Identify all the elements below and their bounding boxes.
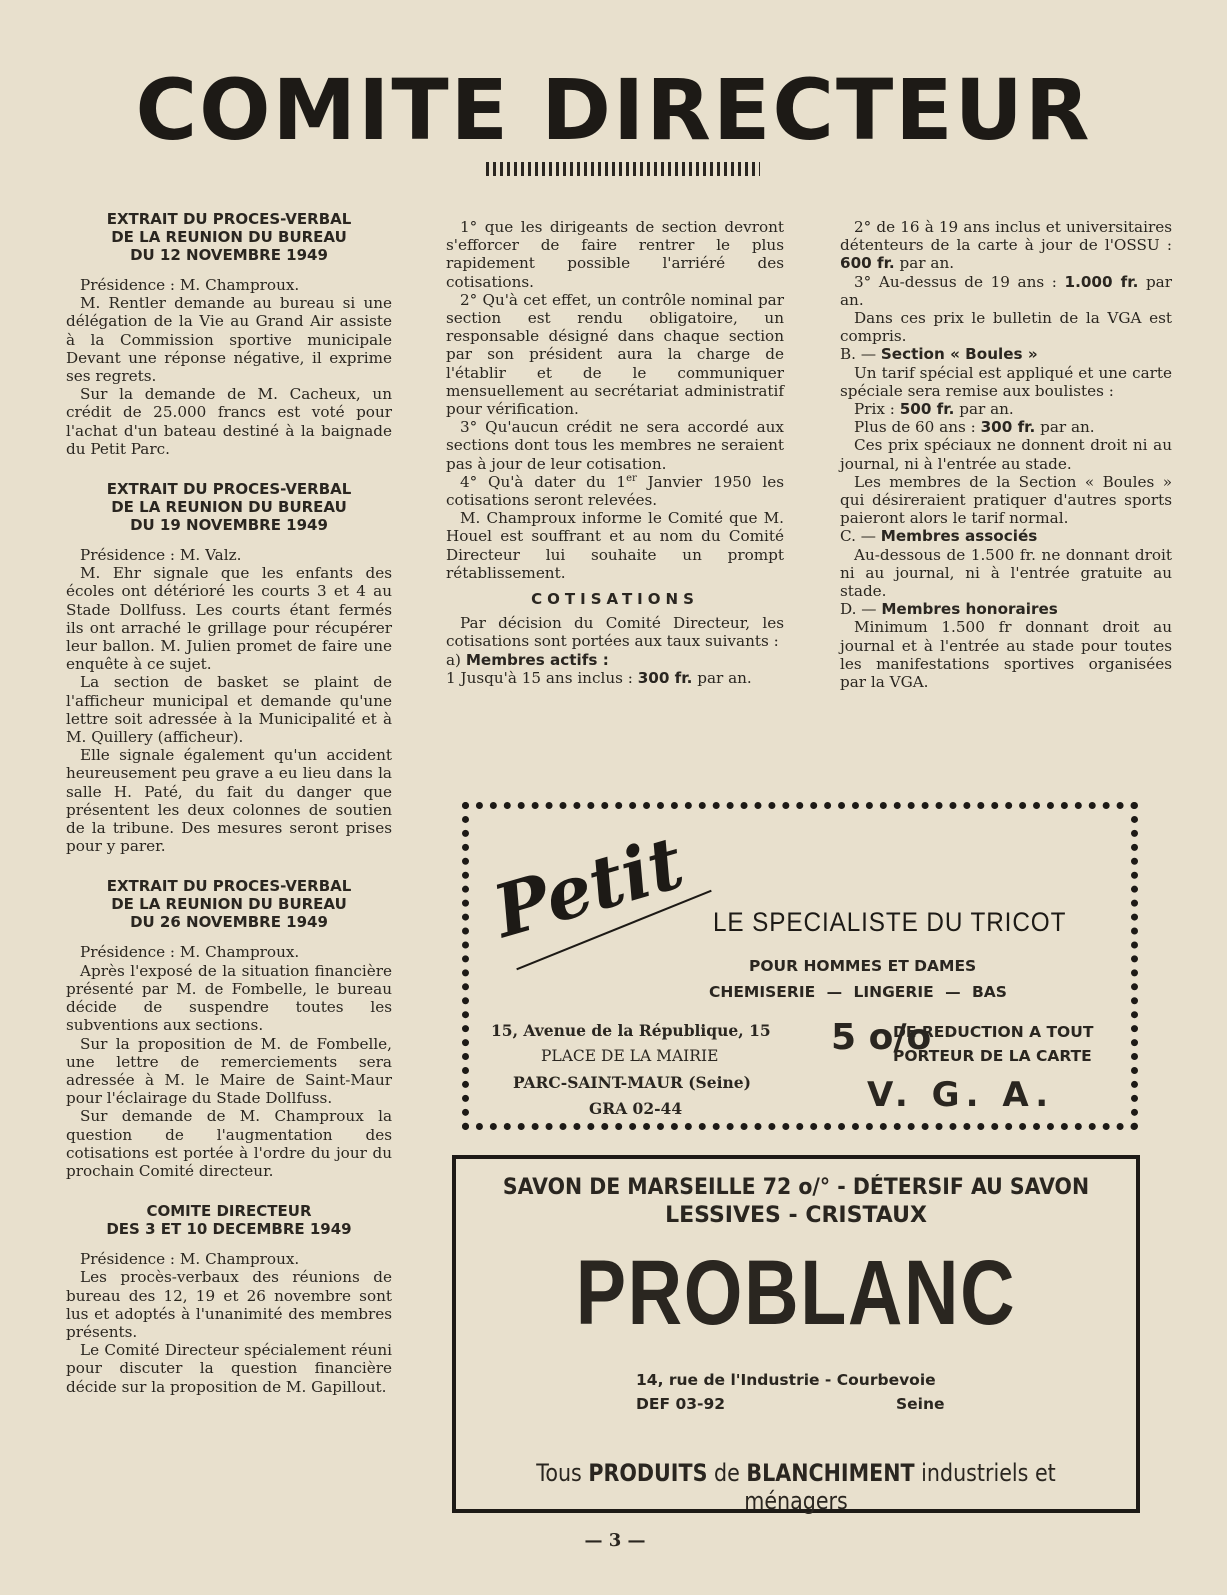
paragraph: Sur demande de M. Champroux la question de l'augmentation des cotisations est portée à l'ordre du jour du prochain Comité directeur. xyxy=(66,1107,392,1180)
paragraph: Elle signale également qu'un accident heureusement peu grave a eu lieu dans la salle H. Paté, du fait du danger que présentent les deux colonnes de soutien de la tribune. Des mesures seront prises pour y parer. xyxy=(66,746,392,856)
membres-actifs-label: a) Membres actifs : xyxy=(446,650,609,669)
problanc-tagline: Tous PRODUITS de BLANCHIMENT industriels et ménagers xyxy=(536,1459,1056,1515)
section-boules-label: B. — Section « Boules » xyxy=(840,345,1038,364)
tarif-line: Plus de 60 ans : 300 fr. par an. xyxy=(854,418,1095,437)
petit-advertisement xyxy=(462,802,1138,1130)
problanc-brand: PROBLANC xyxy=(575,1242,1017,1344)
discount-percent: 5 o/o xyxy=(831,1017,932,1058)
paragraph: La section de basket se plaint de l'afficheur municipal et demande qu'une lettre soit adressée à la Municipalité et à M. Quillery (afficheur). xyxy=(66,673,392,747)
paragraph: Sur la proposition de M. de Fombelle, une lettre de remerciements sera adressée à M. le Maire de Saint-Maur pour l'éclairage du Stade Dollfuss. xyxy=(66,1034,392,1108)
paragraph: Après l'exposé de la situation financière présenté par M. de Fombelle, le bureau décide de suspendre toutes les subventions aux sections. xyxy=(66,961,392,1035)
column-3 xyxy=(840,218,1172,691)
tarif-line: Prix : 500 fr. par an. xyxy=(854,400,1014,419)
ad-address: 14, rue de l'Industrie - Courbevoie xyxy=(636,1371,936,1389)
column-1 xyxy=(66,210,392,1396)
ad-address: PLACE DE LA MAIRIE xyxy=(541,1047,719,1065)
paragraph: Dans ces prix le bulletin de la VGA est compris. xyxy=(840,309,1172,346)
specialist-tagline: LE SPECIALISTE DU TRICOT xyxy=(713,907,1067,937)
paragraph: 2° Qu'à cet effet, un contrôle nominal par section est rendu obligatoire, un responsable désigné dans chaque section par son président aura la charge de l'établir et de le communiquer mensuellement au secrétariat administratif pour vérification. xyxy=(446,290,784,419)
ad-phone: DEF 03-92 xyxy=(636,1395,726,1413)
paragraph: Ces prix spéciaux ne donnent droit ni au journal, ni à l'entrée au stade. xyxy=(840,436,1172,473)
paragraph: M. Rentler demande au bureau si une délégation de la Vie au Grand Air assiste à la Commission sportive municipale Devant une réponse négative, il exprime ses regrets. xyxy=(66,294,392,386)
paragraph: Au-dessous de 1.500 fr. ne donnant droit ni au journal, ni à l'entrée gratuite au stade. xyxy=(840,545,1172,601)
presidence: Présidence : M. Champroux. xyxy=(80,943,300,962)
paragraph: Les procès-verbaux des réunions de bureau des 12, 19 et 26 novembre sont lus et adoptés à l'unanimité des membres présents. xyxy=(66,1268,392,1341)
paragraph: 1° que les dirigeants de section devront s'efforcer de faire rentrer le plus rapidement possible l'arriéré des cotisations. xyxy=(446,218,784,291)
membres-associes-label: C. — Membres associés xyxy=(840,527,1038,546)
section-heading-12-nov: EXTRAIT DU PROCES-VERBAL DE LA REUNION DU BUREAU DU 12 NOVEMBRE 1949 xyxy=(106,210,352,264)
problanc-advertisement xyxy=(452,1155,1140,1513)
section-heading-december: COMITE DIRECTEUR DES 3 ET 10 DECEMBRE 1949 xyxy=(106,1202,352,1239)
paragraph: Le Comité Directeur spécialement réuni pour discuter la question financière décide sur la proposition de M. Gapillout. xyxy=(66,1341,392,1396)
section-heading-26-nov: EXTRAIT DU PROCES-VERBAL DE LA REUNION DU BUREAU DU 26 NOVEMBRE 1949 xyxy=(106,877,352,932)
paragraph: 4° Qu'à dater du 1er Janvier 1950 les cotisations seront relevées. xyxy=(446,472,784,510)
paragraph: M. Champroux informe le Comité que M. Houel est souffrant et au nom du Comité Directeur lui souhaite un prompt rétablissement. xyxy=(446,509,784,582)
page-number: — 3 — xyxy=(584,1530,646,1551)
ad-line: POUR HOMMES ET DAMES xyxy=(749,957,977,975)
tarif-line: 1 Jusqu'à 15 ans inclus : 300 fr. par an. xyxy=(446,668,752,687)
cotisations-heading: COTISATIONS xyxy=(531,590,699,609)
ad-phone: GRA 02-44 xyxy=(589,1099,683,1118)
tarif-line: 3° Au-dessus de 19 ans : 1.000 fr. par an. xyxy=(840,272,1172,309)
section-heading-19-nov: EXTRAIT DU PROCES-VERBAL DE LA REUNION DU BUREAU DU 19 NOVEMBRE 1949 xyxy=(106,480,352,535)
discount-text: DE REDUCTION A TOUT xyxy=(893,1023,1094,1041)
presidence: Présidence : M. Champroux. xyxy=(80,1250,300,1269)
paragraph: Un tarif spécial est appliqué et une carte spéciale sera remise aux boulistes : xyxy=(840,363,1172,400)
presidence: Présidence : M. Champroux. xyxy=(80,276,300,294)
title-rule xyxy=(486,162,760,176)
ad-address: 15, Avenue de la République, 15 xyxy=(491,1021,771,1040)
paragraph: Les membres de la Section « Boules » qui désireraient pratiquer d'autres sports paieront alors le tarif normal. xyxy=(840,472,1172,528)
column-2 xyxy=(446,218,784,687)
page-title: COMITE DIRECTEUR xyxy=(135,61,1092,159)
ad-line: CHEMISERIE — LINGERIE — BAS xyxy=(709,983,1007,1001)
paragraph: Minimum 1.500 fr donnant droit au journal et à l'entrée au stade pour toutes les manifestations sportives organisées par la VGA. xyxy=(840,618,1172,692)
presidence: Présidence : M. Valz. xyxy=(80,546,242,565)
discount-text: PORTEUR DE LA CARTE xyxy=(893,1047,1092,1065)
tarif-line: 2° de 16 à 19 ans inclus et universitaires détenteurs de la carte à jour de l'OSSU : 600 fr. par an. xyxy=(840,218,1172,273)
ad-line: SAVON DE MARSEILLE 72 o/° - DÉTERSIF AU SAVON xyxy=(502,1175,1090,1200)
ad-line: LESSIVES - CRISTAUX xyxy=(665,1203,927,1228)
petit-logo: Petit xyxy=(484,819,693,954)
ad-address: Seine xyxy=(896,1395,945,1413)
membres-honoraires-label: D. — Membres honoraires xyxy=(840,600,1058,619)
ad-address: PARC-SAINT-MAUR (Seine) xyxy=(513,1073,751,1092)
paragraph: M. Ehr signale que les enfants des écoles ont détérioré les courts 3 et 4 au Stade Dollfuss. Les courts étant fermés ils ont arraché le grillage pour récupérer leur ballon. M. Julien promet de faire une enquête à ce sujet. xyxy=(66,564,392,674)
vga-mark: V. G. A. xyxy=(867,1075,1055,1115)
paragraph: Par décision du Comité Directeur, les cotisations sont portées aux taux suivants : xyxy=(446,614,784,651)
paragraph: 3° Qu'aucun crédit ne sera accordé aux sections dont tous les membres ne seraient pas à jour de leur cotisation. xyxy=(446,418,784,473)
paragraph: Sur la demande de M. Cacheux, un crédit de 25.000 francs est voté pour l'achat d'un bateau destiné à la baignade du Petit Parc. xyxy=(66,385,392,458)
